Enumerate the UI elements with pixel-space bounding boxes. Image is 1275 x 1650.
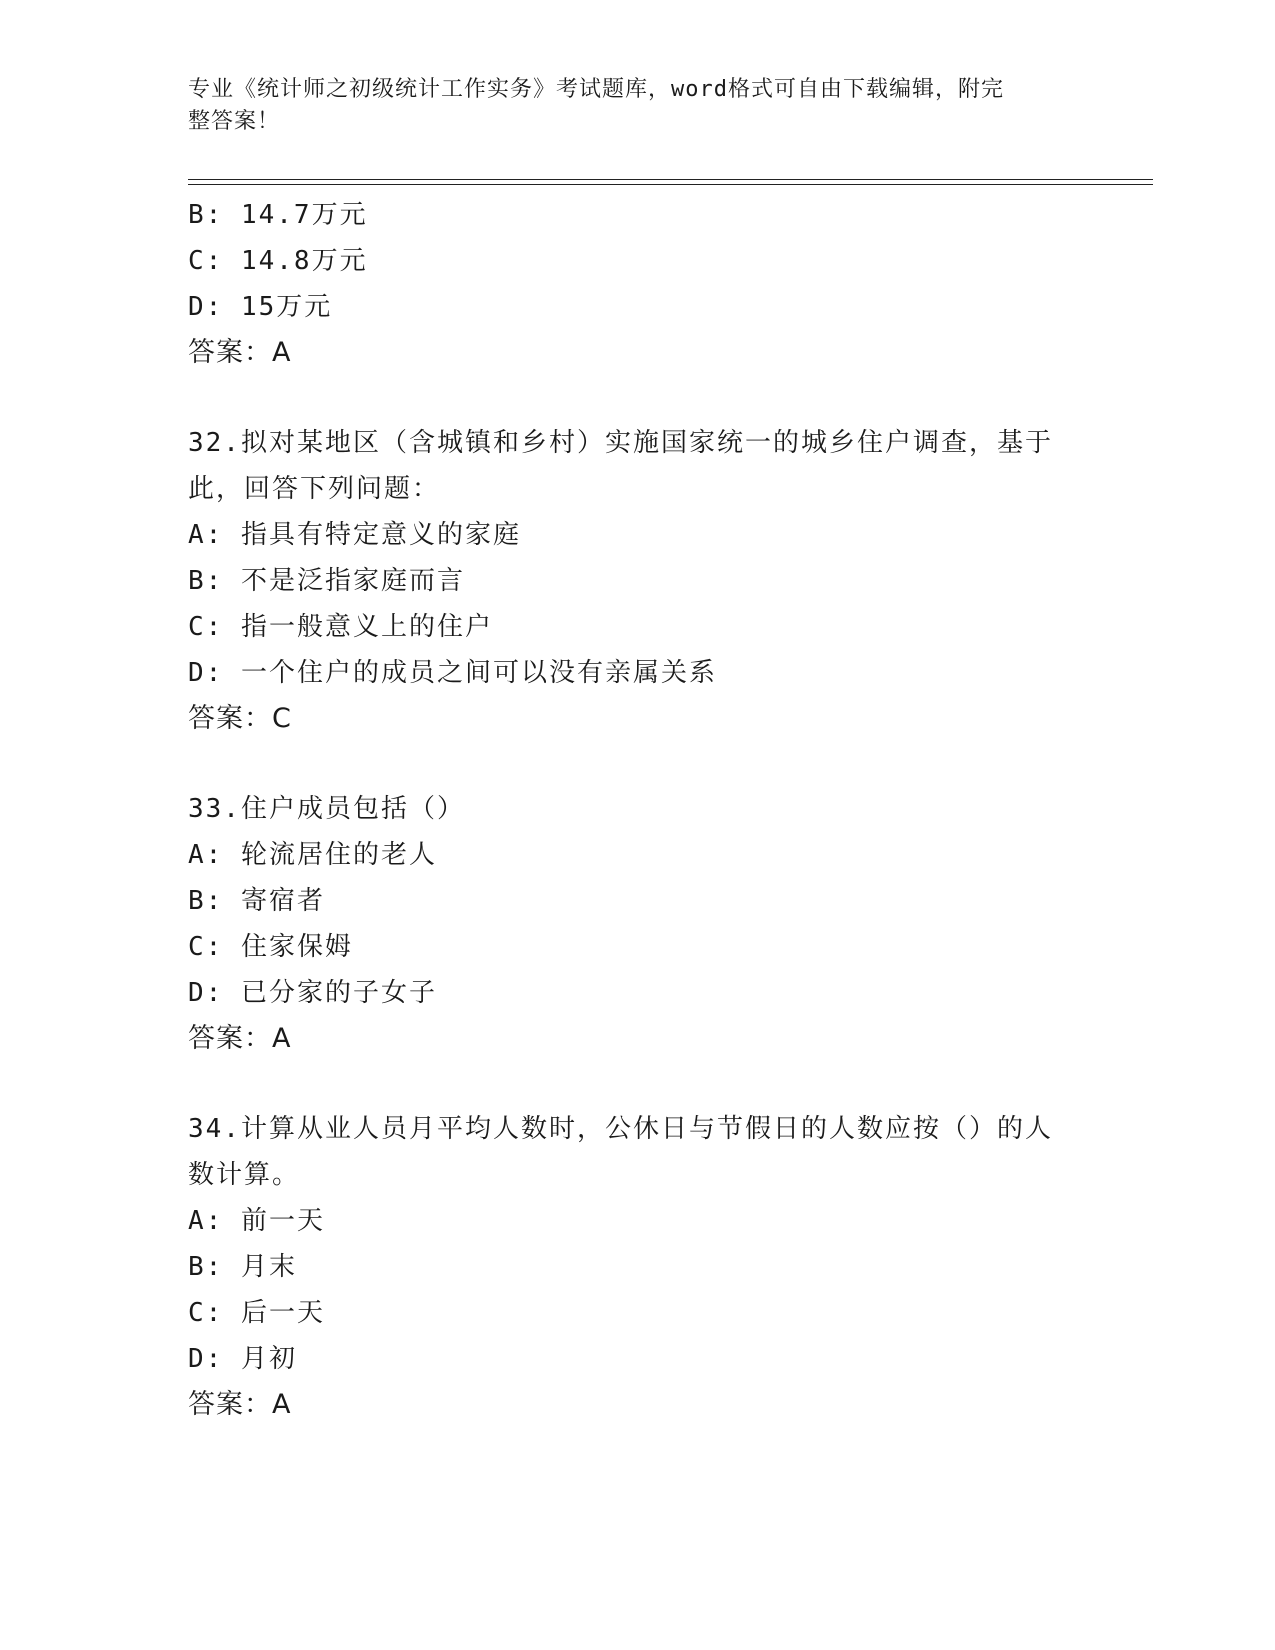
option-c: C: 后一天: [188, 1298, 325, 1328]
option-d: D: 月初: [188, 1344, 297, 1374]
answer-line: 答案：A: [188, 337, 292, 368]
question-33: [188, 786, 1088, 1062]
question-stem-line-1: 32.拟对某地区（含城镇和乡村）实施国家统一的城乡住户调查，基于: [188, 428, 1053, 458]
answer-line: 答案：A: [188, 1389, 292, 1420]
question-stem-line-2: 此，回答下列问题：: [188, 474, 441, 504]
answer-line: 答案：A: [188, 1023, 292, 1054]
question-32: [188, 420, 1088, 742]
option-b: B: 14.7万元: [188, 200, 368, 230]
question-34: [188, 1106, 1088, 1428]
spacer: [188, 1062, 1088, 1106]
header-divider-bottom: [188, 184, 1153, 185]
option-c: C: 指一般意义上的住户: [188, 612, 493, 642]
question-content: [188, 192, 1088, 1428]
header-line-2: 整答案！: [188, 109, 281, 134]
header-divider-top: [188, 179, 1153, 180]
option-c: C: 住家保姆: [188, 932, 353, 962]
question-stem-line-1: 34.计算从业人员月平均人数时，公休日与节假日的人数应按（）的人: [188, 1114, 1053, 1144]
option-b: B: 寄宿者: [188, 886, 325, 916]
option-d: D: 一个住户的成员之间可以没有亲属关系: [188, 658, 717, 688]
option-a: A: 前一天: [188, 1206, 325, 1236]
question-stem-line-2: 数计算。: [188, 1160, 301, 1190]
question-31-tail: [188, 192, 1088, 376]
header-line-1: 专业《统计师之初级统计工作实务》考试题库，word格式可自由下载编辑，附完: [188, 77, 1004, 102]
document-header: [188, 74, 1088, 138]
spacer: [188, 742, 1088, 786]
option-b: B: 月末: [188, 1252, 297, 1282]
option-b: B: 不是泛指家庭而言: [188, 566, 465, 596]
option-c: C: 14.8万元: [188, 246, 368, 276]
option-d: D: 15万元: [188, 292, 333, 322]
answer-line: 答案：C: [188, 703, 292, 734]
option-d: D: 已分家的子女子: [188, 978, 437, 1008]
spacer: [188, 376, 1088, 420]
option-a: A: 轮流居住的老人: [188, 840, 437, 870]
question-stem-line-1: 33.住户成员包括（）: [188, 794, 465, 824]
option-a: A: 指具有特定意义的家庭: [188, 520, 521, 550]
